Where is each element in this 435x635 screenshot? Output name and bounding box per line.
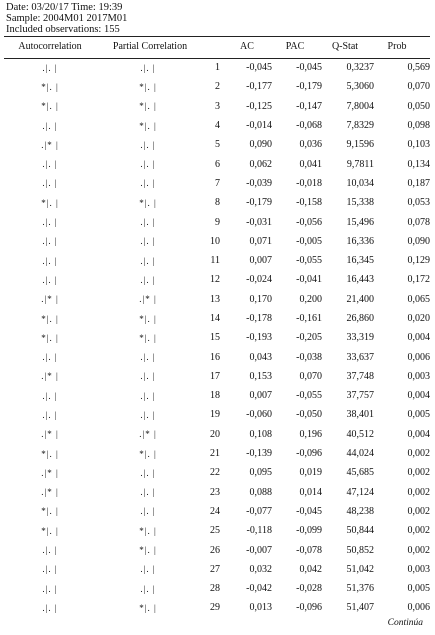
qstat-value-cell: 10,034 (346, 177, 374, 189)
prob-value-cell: 0,569 (407, 62, 430, 74)
pac-value-cell: 0,041 (299, 158, 322, 170)
ac-value-cell: -0,060 (246, 409, 272, 421)
prob-value-cell: 0,004 (407, 428, 430, 440)
pac-bar-cell: *|. | (139, 81, 157, 92)
pac-value-cell: -0,056 (296, 216, 322, 228)
prob-value-cell: 0,006 (407, 351, 430, 363)
qstat-value-cell: 21,400 (346, 293, 374, 305)
pac-value-cell: -0,096 (296, 448, 322, 460)
table-row (4, 251, 430, 270)
prob-value-cell: 0,070 (407, 81, 430, 93)
pac-value-cell: 0,196 (299, 428, 322, 440)
lag-cell: 8 (215, 197, 220, 209)
ac-bar-cell: .|* | (41, 467, 59, 478)
prob-value-cell: 0,002 (407, 525, 430, 537)
ac-value-cell: -0,139 (246, 448, 272, 460)
ac-value-cell: -0,045 (246, 62, 272, 74)
lag-cell: 25 (210, 525, 220, 537)
lag-cell: 7 (215, 177, 220, 189)
col-header-prob: Prob (387, 41, 407, 52)
qstat-value-cell: 7,8004 (346, 100, 374, 112)
pac-bar-cell: .|. | (140, 274, 156, 285)
table-row (4, 77, 430, 96)
table-row (4, 309, 430, 328)
lag-cell: 5 (215, 139, 220, 151)
table-row (4, 521, 430, 540)
qstat-value-cell: 40,512 (346, 428, 374, 440)
ac-bar-cell: .|* | (41, 371, 59, 382)
pac-value-cell: 0,019 (299, 467, 322, 479)
table-row (4, 502, 430, 521)
ac-value-cell: -0,014 (246, 120, 272, 132)
sample-line: Sample: 2004M01 2017M01 (6, 13, 128, 24)
pac-bar-cell: .|. | (140, 467, 156, 478)
lag-cell: 23 (210, 486, 220, 498)
ac-value-cell: -0,039 (246, 177, 272, 189)
pac-value-cell: -0,161 (296, 313, 322, 324)
lag-cell: 16 (210, 351, 220, 363)
pac-value-cell: -0,158 (296, 197, 322, 209)
pac-bar-cell: .|. | (140, 564, 156, 575)
correlogram-table (4, 58, 430, 618)
lag-cell: 22 (210, 467, 220, 479)
qstat-value-cell: 51,376 (346, 583, 374, 595)
lag-cell: 21 (210, 448, 220, 460)
pac-bar-cell: *|. | (139, 101, 157, 112)
ac-bar-cell: .|. | (42, 62, 58, 73)
table-row (4, 425, 430, 444)
table-row (4, 212, 430, 231)
prob-value-cell: 0,002 (407, 486, 430, 498)
ac-bar-cell: .|. | (42, 352, 58, 363)
table-row (4, 598, 430, 617)
qstat-value-cell: 45,685 (346, 467, 374, 479)
pac-value-cell: -0,078 (296, 544, 322, 556)
observations-line: Included observations: 155 (6, 24, 120, 35)
pac-bar-cell: .|. | (140, 62, 156, 73)
table-row (4, 579, 430, 598)
prob-value-cell: 0,004 (407, 332, 430, 344)
prob-value-cell: 0,006 (407, 602, 430, 614)
prob-value-cell: 0,003 (407, 370, 430, 382)
ac-bar-cell: *|. | (41, 525, 59, 536)
table-row (4, 367, 430, 386)
table-row (4, 328, 430, 347)
table-row (4, 444, 430, 463)
qstat-value-cell: 26,860 (346, 313, 374, 324)
pac-value-cell: -0,050 (296, 409, 322, 421)
lag-cell: 4 (215, 120, 220, 132)
qstat-value-cell: 50,844 (346, 525, 374, 537)
ac-value-cell: 0,007 (249, 390, 272, 402)
qstat-value-cell: 51,407 (346, 602, 374, 614)
ac-bar-cell: .|* | (41, 294, 59, 305)
pac-value-cell: -0,028 (296, 583, 322, 595)
pac-value-cell: -0,018 (296, 177, 322, 189)
ac-value-cell: -0,077 (246, 505, 272, 517)
qstat-value-cell: 16,443 (346, 274, 374, 286)
pac-value-cell: -0,038 (296, 351, 322, 363)
table-row (4, 232, 430, 251)
ac-bar-cell: *|. | (41, 101, 59, 112)
lag-cell: 17 (210, 370, 220, 382)
ac-bar-cell: .|* | (41, 487, 59, 498)
ac-value-cell: 0,170 (249, 293, 272, 305)
lag-cell: 2 (215, 81, 220, 93)
prob-value-cell: 0,002 (407, 505, 430, 517)
pac-bar-cell: .|. | (140, 159, 156, 170)
prob-value-cell: 0,078 (407, 216, 430, 228)
pac-bar-cell: *|. | (139, 545, 157, 556)
lag-cell: 18 (210, 390, 220, 402)
qstat-value-cell: 15,496 (346, 216, 374, 228)
correlogram-rows (4, 58, 430, 618)
prob-value-cell: 0,129 (407, 255, 430, 267)
pac-bar-cell: .|. | (140, 506, 156, 517)
qstat-value-cell: 16,345 (346, 255, 374, 267)
ac-value-cell: -0,118 (246, 525, 272, 537)
ac-value-cell: -0,179 (246, 197, 272, 209)
qstat-value-cell: 37,748 (346, 370, 374, 382)
ac-bar-cell: *|. | (41, 506, 59, 517)
pac-value-cell: 0,014 (299, 486, 322, 498)
ac-bar-cell: .|. | (42, 217, 58, 228)
pac-value-cell: -0,045 (296, 62, 322, 74)
pac-value-cell: -0,055 (296, 255, 322, 267)
ac-bar-cell: .|* | (41, 139, 59, 150)
table-top-rule (4, 36, 430, 37)
pac-bar-cell: .|* | (139, 429, 157, 440)
table-row (4, 135, 430, 154)
ac-bar-cell: .|. | (42, 274, 58, 285)
table-row (4, 540, 430, 559)
ac-bar-cell: .|. | (42, 178, 58, 189)
pac-bar-cell: .|. | (140, 139, 156, 150)
prob-value-cell: 0,005 (407, 583, 430, 595)
ac-bar-cell: .|. | (42, 583, 58, 594)
pac-value-cell: -0,205 (296, 332, 322, 344)
prob-value-cell: 0,003 (407, 563, 430, 575)
lag-cell: 11 (210, 255, 220, 267)
pac-bar-cell: *|. | (139, 197, 157, 208)
pac-value-cell: 0,042 (299, 563, 322, 575)
lag-cell: 1 (215, 62, 220, 74)
date-time-line: Date: 03/20/17 Time: 19:39 (6, 2, 123, 13)
ac-bar-cell: .|. | (42, 602, 58, 613)
prob-value-cell: 0,005 (407, 409, 430, 421)
qstat-value-cell: 44,024 (346, 448, 374, 460)
lag-cell: 26 (210, 544, 220, 556)
pac-bar-cell: *|. | (139, 120, 157, 131)
qstat-value-cell: 38,401 (346, 409, 374, 421)
ac-value-cell: 0,088 (249, 486, 272, 498)
pac-bar-cell: .|. | (140, 487, 156, 498)
ac-bar-cell: *|. | (41, 448, 59, 459)
lag-cell: 27 (210, 563, 220, 575)
ac-value-cell: 0,095 (249, 467, 272, 479)
table-row (4, 116, 430, 135)
qstat-value-cell: 33,319 (346, 332, 374, 344)
pac-bar-cell: .|. | (140, 352, 156, 363)
prob-value-cell: 0,050 (407, 100, 430, 112)
ac-value-cell: -0,007 (246, 544, 272, 556)
table-row (4, 270, 430, 289)
pac-value-cell: -0,099 (296, 525, 322, 537)
table-row (4, 290, 430, 309)
ac-bar-cell: *|. | (41, 332, 59, 343)
lag-cell: 13 (210, 293, 220, 305)
prob-value-cell: 0,002 (407, 448, 430, 460)
pac-bar-cell: .|. | (140, 236, 156, 247)
prob-value-cell: 0,004 (407, 390, 430, 402)
ac-bar-cell: .|* | (41, 429, 59, 440)
pac-bar-cell: .|. | (140, 178, 156, 189)
qstat-value-cell: 15,338 (346, 197, 374, 209)
pac-bar-cell: .|. | (140, 371, 156, 382)
table-row (4, 347, 430, 366)
lag-cell: 9 (215, 216, 220, 228)
table-row (4, 174, 430, 193)
qstat-value-cell: 50,852 (346, 544, 374, 556)
lag-cell: 15 (210, 332, 220, 344)
qstat-value-cell: 51,042 (346, 563, 374, 575)
continua-note: Continúa (387, 618, 423, 628)
qstat-value-cell: 0,3237 (346, 62, 374, 74)
ac-value-cell: -0,042 (246, 583, 272, 595)
pac-value-cell: -0,005 (296, 235, 322, 247)
pac-value-cell: -0,068 (296, 120, 322, 132)
ac-bar-cell: *|. | (41, 197, 59, 208)
pac-bar-cell: *|. | (139, 448, 157, 459)
prob-value-cell: 0,098 (407, 120, 430, 132)
pac-value-cell: 0,036 (299, 139, 322, 151)
ac-value-cell: 0,108 (249, 428, 272, 440)
table-row (4, 386, 430, 405)
ac-value-cell: -0,031 (246, 216, 272, 228)
pac-bar-cell: *|. | (139, 525, 157, 536)
table-row (4, 97, 430, 116)
table-row (4, 560, 430, 579)
pac-value-cell: -0,096 (296, 602, 322, 614)
ac-value-cell: -0,178 (246, 313, 272, 324)
table-row (4, 405, 430, 424)
lag-cell: 10 (210, 235, 220, 247)
pac-value-cell: -0,041 (296, 274, 322, 286)
pac-value-cell: -0,179 (296, 81, 322, 93)
pac-bar-cell: *|. | (139, 602, 157, 613)
prob-value-cell: 0,187 (407, 177, 430, 189)
col-header-qstat: Q-Stat (331, 41, 359, 52)
qstat-value-cell: 48,238 (346, 505, 374, 517)
ac-value-cell: 0,071 (249, 235, 272, 247)
qstat-value-cell: 16,336 (346, 235, 374, 247)
table-row (4, 58, 430, 77)
col-header-autocorrelation: Autocorrelation (18, 41, 82, 52)
lag-cell: 6 (215, 158, 220, 170)
ac-bar-cell: .|. | (42, 255, 58, 266)
qstat-value-cell: 33,637 (346, 351, 374, 363)
pac-bar-cell: .|. | (140, 390, 156, 401)
prob-value-cell: 0,134 (407, 158, 430, 170)
pac-bar-cell: .|. | (140, 255, 156, 266)
pac-bar-cell: .|. | (140, 409, 156, 420)
ac-bar-cell: *|. | (41, 313, 59, 324)
ac-value-cell: -0,125 (246, 100, 272, 112)
ac-bar-cell: *|. | (41, 81, 59, 92)
ac-bar-cell: .|. | (42, 159, 58, 170)
col-header-pac: PAC (285, 41, 305, 52)
qstat-value-cell: 37,757 (346, 390, 374, 402)
pac-bar-cell: .|* | (139, 294, 157, 305)
ac-value-cell: 0,153 (249, 370, 272, 382)
table-row (4, 483, 430, 502)
prob-value-cell: 0,002 (407, 467, 430, 479)
col-header-ac: AC (240, 41, 254, 52)
pac-bar-cell: *|. | (139, 332, 157, 343)
qstat-value-cell: 7,8329 (346, 120, 374, 132)
prob-value-cell: 0,090 (407, 235, 430, 247)
ac-value-cell: 0,013 (249, 602, 272, 614)
prob-value-cell: 0,103 (407, 139, 430, 151)
pac-bar-cell: .|. | (140, 583, 156, 594)
lag-cell: 3 (215, 100, 220, 112)
ac-bar-cell: .|. | (42, 236, 58, 247)
qstat-value-cell: 5,3060 (346, 81, 374, 93)
lag-cell: 19 (210, 409, 220, 421)
pac-value-cell: 0,200 (299, 293, 322, 305)
table-row (4, 463, 430, 482)
prob-value-cell: 0,002 (407, 544, 430, 556)
pac-value-cell: -0,147 (296, 100, 322, 112)
output-header (6, 2, 127, 35)
ac-bar-cell: .|. | (42, 390, 58, 401)
ac-value-cell: 0,032 (249, 563, 272, 575)
ac-value-cell: -0,193 (246, 332, 272, 344)
prob-value-cell: 0,172 (407, 274, 430, 286)
pac-value-cell: -0,045 (296, 505, 322, 517)
prob-value-cell: 0,053 (407, 197, 430, 209)
prob-value-cell: 0,020 (407, 313, 430, 324)
ac-bar-cell: .|. | (42, 409, 58, 420)
lag-cell: 24 (210, 505, 220, 517)
lag-cell: 28 (210, 583, 220, 595)
table-row (4, 193, 430, 212)
lag-cell: 20 (210, 428, 220, 440)
lag-cell: 29 (210, 602, 220, 614)
pac-value-cell: -0,055 (296, 390, 322, 402)
qstat-value-cell: 9,1596 (346, 139, 374, 151)
lag-cell: 12 (210, 274, 220, 286)
qstat-value-cell: 47,124 (346, 486, 374, 498)
pac-bar-cell: *|. | (139, 313, 157, 324)
table-row (4, 154, 430, 173)
prob-value-cell: 0,065 (407, 293, 430, 305)
ac-value-cell: 0,007 (249, 255, 272, 267)
ac-bar-cell: .|. | (42, 545, 58, 556)
pac-value-cell: 0,070 (299, 370, 322, 382)
ac-bar-cell: .|. | (42, 120, 58, 131)
qstat-value-cell: 9,7811 (346, 158, 374, 170)
col-header-partial-correlation: Partial Correlation (112, 41, 188, 52)
lag-cell: 14 (210, 313, 220, 324)
ac-value-cell: 0,043 (249, 351, 272, 363)
ac-value-cell: -0,177 (246, 81, 272, 93)
ac-value-cell: 0,062 (249, 158, 272, 170)
ac-value-cell: -0,024 (246, 274, 272, 286)
ac-value-cell: 0,090 (249, 139, 272, 151)
pac-bar-cell: .|. | (140, 217, 156, 228)
ac-bar-cell: .|. | (42, 564, 58, 575)
